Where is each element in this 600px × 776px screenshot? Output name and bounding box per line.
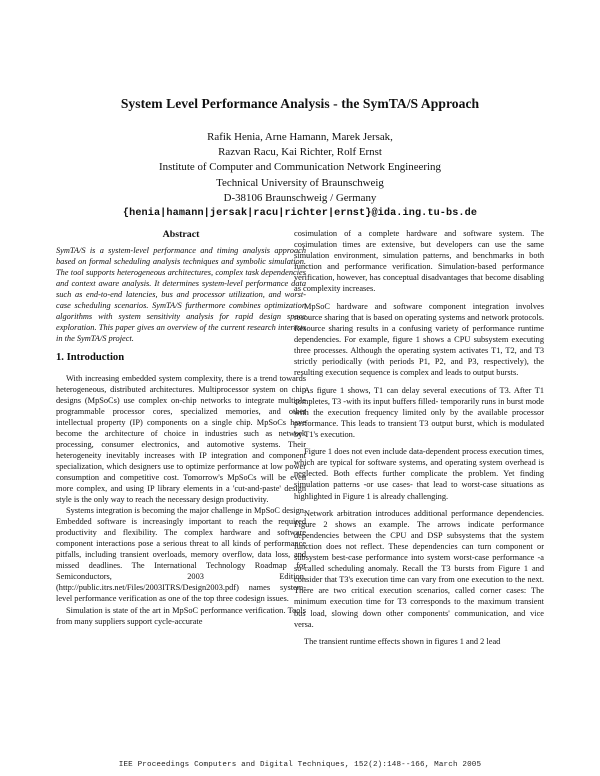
intro-paragraph-1: With increasing embedded system complexity, there is a trend towards heterogeneous, distributed architectures. Multiprocessor system on chip designs (MpSoCs) use complex on-chip networks to integrate multiple programmable processor cores, specialized memories, and other intellectual property (IP) components on a single chip. MpSoCs have become the architecture of choice in industries such as network processing, consumer electronics, and automotive systems. Their heterogeneity inevitably increases with IP integration and component specialization, which designers use to optimize performance at low power consumption and competitive cost. Tomorrow's MpSoCs will be even more complex, and using IP library elements in a 'cut-and-paste' design style is the only way to reach the necessary design productivity.: [56, 373, 306, 505]
right-paragraph-3: As figure 1 shows, T1 can delay several executions of T3. After T1 completes, T3 -with its input buffers filled- temporarily runs in burst mode with the execution frequency limited only by the available processor performance. This leads to transient T3 output burst, which is modulated by T1's execution.: [294, 385, 544, 439]
author-names-line-2: Razvan Racu, Kai Richter, Rolf Ernst: [218, 146, 382, 159]
introduction-heading: 1. Introduction: [56, 352, 125, 364]
abstract-heading: Abstract: [162, 229, 200, 240]
abstract-text: SymTA/S is a system-level performance and timing analysis approach based on formal scheduling analysis techniques and symbolic simulation. The tool supports heterogeneous architectures, complex task dependencies and context aware analysis. It determines system-level performance data such as end-to-end latencies, bus and processor utilization, and worst-case scheduling scenarios. SymTA/S furthermore combines optimization algorithms with system sensitivity analysis for rapid design space exploration. This paper gives an overview of the current research interests in the SymTA/S project.: [56, 246, 306, 344]
intro-paragraph-2: Systems integration is becoming the major challenge in MpSoC design. Embedded software is increasingly important to reach the required productivity and flexibility. The complex hardware and software component interactions pose a serious threat to all kinds of performance pitfalls, including transient overloads, memory overflow, data loss, and missed deadlines. The International Technology Roadmap for Semiconductors, 2003 Edition, (http://public.itrs.net/Files/2003ITRS/Design2003.pdf) names system-level performance verification as one of the top three codesign issues.: [56, 506, 306, 604]
affiliation-institute: Institute of Computer and Communication Network Engineering: [159, 161, 441, 174]
right-paragraph-4: Figure 1 does not even include data-dependent process execution times, which are typical for software systems, and operating system overhead is neglected. Both effects further complicate the problem. Yet finding simulation patterns -or use cases- that lead to worst-case situations as highlighted in Figure 1 is already challenging.: [294, 447, 544, 501]
affiliation-university: Technical University of Braunschweig: [216, 176, 384, 189]
author-emails: {henia|hamann|jersak|racu|richter|ernst}@ida.ing.tu-bs.de: [122, 208, 478, 220]
affiliation-address: D-38106 Braunschweig / Germany: [223, 191, 377, 204]
author-names-line-1: Rafik Henia, Arne Hamann, Marek Jersak,: [207, 131, 393, 143]
intro-paragraph-3: Simulation is state of the art in MpSoC performance verification. Tools from many suppliers support cycle-accurate: [56, 605, 306, 626]
left-column: [56, 229, 306, 627]
author-block: [0, 130, 600, 221]
right-paragraph-1: cosimulation of a complete hardware and software system. The cosimulation times are extensive, but developers can use the same simulation environment, simulation patterns, and benchmarks in both function and performance verification. Simulation-based performance verification, however, has conceptual disadvantages that become disabling as complexity increases.: [294, 229, 544, 294]
right-paragraph-5: Network arbitration introduces additional performance dependencies. Figure 2 shows an example. The arrows indicate performance dependencies between the CPU and DSP subsystems that the system function does not reflect. These dependencies can turn component or subsystem best-case performance into system worst-case performance -a so-called scheduling anomaly. Recall the T3 bursts from Figure 1 and consider that T3's execution time can vary from one execution to the next. There are two critical execution scenarios, called corner cases: The minimum execution time for T3 corresponds to the maximum transient bus load, slowing down other components' communication, and vice versa.: [294, 509, 544, 629]
right-paragraph-2: MpSoC hardware and software component integration involves resource sharing that is based on operating systems and network protocols. Resource sharing results in a confusing variety of performance runtime dependencies. For example, figure 1 shows a CPU subsystem executing three processes. Although the operating system activates T1, T2, and T3 strictly periodically (with periods P1, P2, and P3, respectively), the resulting execution sequence is complex and leads to output bursts.: [294, 301, 544, 378]
right-paragraph-6: The transient runtime effects shown in figures 1 and 2 lead: [304, 637, 501, 647]
right-column: [294, 228, 544, 647]
citation-footer: IEE Proceedings Computers and Digital Techniques, 152(2):148--166, March 2005: [118, 761, 482, 769]
paper-title: System Level Performance Analysis - the SymTA/S Approach: [120, 96, 480, 111]
